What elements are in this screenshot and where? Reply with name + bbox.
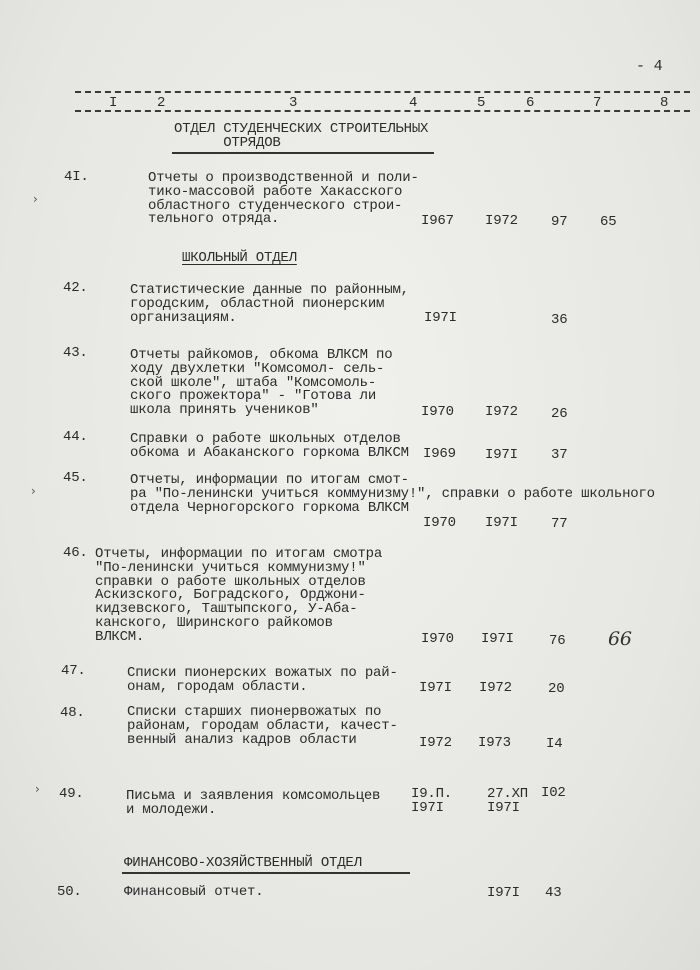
- section-title-finance: ФИНАНСОВО-ХОЗЯЙСТВЕННЫЙ ОТДЕЛ: [124, 855, 362, 871]
- page-number: - 4: [636, 58, 663, 75]
- column-number-8: 8: [660, 95, 669, 111]
- entry-sheet-count: 37: [551, 447, 568, 463]
- entry-number: 49.: [59, 786, 84, 802]
- entry-title: Списки пионерских вожатых по рай- онам, городам области.: [127, 665, 398, 695]
- entry-end-date: I972: [485, 404, 518, 420]
- entry-sheet-count: I02: [541, 785, 566, 801]
- entry-title: Отчеты райкомов, обкома ВЛКСМ по ходу двухлетки "Комсомол- сель- ской школе", штаба "Комсомоль- ского прожектора" - "Готова ли школа принять учеников": [130, 347, 393, 419]
- entry-title: Письма и заявления комсомольцев и молодежи.: [126, 788, 381, 818]
- entry-number: 47.: [61, 663, 86, 679]
- entry-number: 44.: [63, 429, 88, 445]
- entry-end-date: I97I: [485, 447, 518, 463]
- entry-start-date: I969: [423, 446, 456, 462]
- entry-sheet-count: 76: [549, 633, 566, 649]
- entry-extra: 65: [600, 214, 617, 230]
- section-underline-students: [172, 152, 434, 154]
- entry-title: Отчеты, информации по итогам смотра "По-ленински учиться коммунизму!" справки о работе школьных отделов Аскизского, Боградского, Орджони- кидзевского, Таштыпского, У-Аба- канского, Ширинского райкомов ВЛКСМ.: [95, 546, 383, 645]
- column-number-5: 5: [477, 95, 486, 111]
- entry-number: 45.: [63, 470, 88, 486]
- section-title-school: ШКОЛЬНЫЙ ОТДЕЛ: [182, 250, 297, 266]
- entry-start-date: I967: [421, 213, 454, 229]
- entry-number: 42.: [63, 280, 88, 296]
- entry-sheet-count: 26: [551, 406, 568, 422]
- entry-title: Отчеты о производственной и поли- тико-массовой работе Хакасского областного студенческого строи- тельного отряда.: [148, 170, 419, 228]
- entry-start-date: I970: [421, 631, 454, 647]
- entry-start-date: I970: [423, 515, 456, 531]
- column-number-2: 2: [157, 95, 166, 111]
- column-number-6: 6: [526, 95, 535, 111]
- entry-title: Отчеты, информации по итогам смот- ра "По-ленински учиться коммунизму!", справки о работе школьного отдела Черногорского горкома ВЛКСМ: [130, 472, 655, 516]
- entry-sheet-count: 36: [551, 312, 568, 328]
- entry-sheet-count: 20: [548, 681, 565, 697]
- column-number-3: 3: [289, 95, 298, 111]
- entry-title: Справки о работе школьных отделов обкома и Абаканского горкома ВЛКСМ: [130, 431, 409, 461]
- section-underline-finance: [122, 872, 410, 874]
- entry-number: 4I.: [64, 169, 89, 185]
- entry-start-date: I970: [421, 404, 454, 420]
- entry-title: Статистические данные по районным, городским, областной пионерским организациям.: [130, 282, 409, 326]
- column-number-4: 4: [409, 95, 418, 111]
- entry-number: 50.: [57, 884, 82, 900]
- entry-start-date: I9.П. I97I: [411, 786, 453, 816]
- entry-sheet-count: 43: [545, 885, 562, 901]
- section-title-students: ОТДЕЛ СТУДЕНЧЕСКИХ СТРОИТЕЛЬНЫХ ОТРЯДОВ: [174, 121, 429, 151]
- entry-number: 48.: [60, 705, 85, 721]
- entry-end-date: I97I: [487, 885, 520, 901]
- binding-hole-mark: ›: [33, 192, 38, 206]
- entry-sheet-count: 77: [551, 516, 568, 532]
- entry-sheet-count: 97: [551, 214, 568, 230]
- entry-title: Списки старших пионервожатых по районам, городам области, качест- венный анализ кадров области: [127, 704, 398, 748]
- entry-number: 46.: [63, 545, 88, 561]
- entry-start-date: I97I: [424, 310, 457, 326]
- entry-end-date: I973: [478, 735, 511, 751]
- entry-end-date: 27.ХП I97I: [487, 786, 529, 816]
- entry-start-date: I972: [419, 735, 452, 751]
- entry-start-date: I97I: [419, 680, 452, 696]
- binding-hole-mark: ›: [35, 782, 40, 796]
- entry-end-date: I972: [479, 680, 512, 696]
- entry-end-date: I97I: [485, 515, 518, 531]
- entry-title: Финансовый отчет.: [124, 884, 264, 900]
- column-number-1: I: [109, 95, 118, 111]
- binding-hole-mark: ›: [31, 484, 36, 498]
- entry-end-date: I97I: [481, 631, 514, 647]
- entry-number: 43.: [63, 345, 88, 361]
- header-dash-top: [75, 91, 690, 93]
- entry-end-date: I972: [485, 213, 518, 229]
- handwritten-note: 66: [608, 628, 632, 650]
- column-number-7: 7: [593, 95, 602, 111]
- entry-sheet-count: I4: [546, 736, 563, 752]
